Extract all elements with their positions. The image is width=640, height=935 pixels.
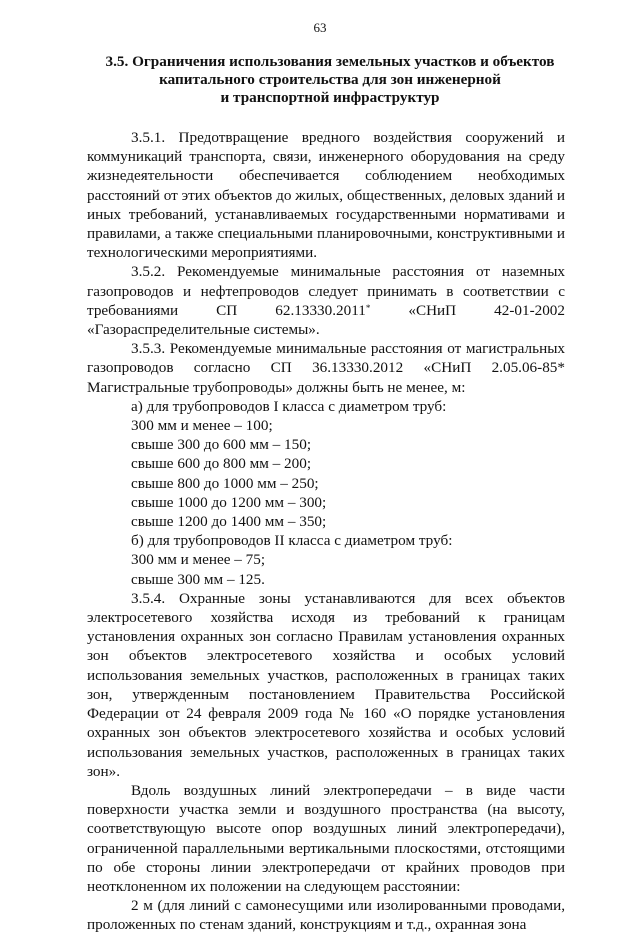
section-title-line: капитального строительства для зон инженерной: [159, 71, 501, 88]
list-item: свыше 1000 до 1200 мм – 300;: [131, 493, 327, 511]
list-item: свыше 300 до 600 мм – 150;: [131, 436, 312, 454]
paragraph-3-5-2-text: 3.5.2. Рекомендуемые минимальные расстояния от наземных газопроводов и нефтепроводов следует принимать в соответствии с требованиями СП 62.13330.2011: [87, 263, 565, 319]
list-item: свыше 300 мм – 125.: [131, 570, 265, 588]
section-title-line: 3.5. Ограничения использования земельных участков и объектов: [105, 53, 555, 70]
footnote-marker: *: [365, 302, 371, 313]
section-title: [95, 53, 565, 107]
list-item: а) для трубопроводов I класса с диаметром труб:: [131, 397, 447, 415]
list-item: б) для трубопроводов II класса с диаметром труб:: [131, 532, 453, 550]
class-one-distance-list: [87, 397, 565, 531]
paragraph-3-5-3: 3.5.3. Рекомендуемые минимальные расстояния от магистральных газопроводов согласно СП 36.13330.2012 «СНиП 2.05.06-85* Магистральные трубопроводы» должны быть не менее, м:: [87, 340, 565, 396]
paragraph-3-5-2: [87, 262, 565, 339]
paragraph-2m-zone: 2 м (для линий с самонесущими или изолированными проводами, проложенных по стенам зданий, конструкциям и т.д., охранная зона: [87, 897, 565, 934]
section-title-line: и транспортной инфраструктур: [220, 89, 440, 106]
page-number: 63: [313, 20, 327, 35]
list-item: 300 мм и менее – 75;: [131, 551, 266, 569]
document-body: [87, 128, 565, 935]
list-item: 300 мм и менее – 100;: [131, 417, 273, 435]
paragraph-overhead-lines: Вдоль воздушных линий электропередачи – в виде части поверхности участка земли и воздушного пространства (на высоту, соответствующую высоте опор воздушных линий электропередачи), ограниченной параллельными вертикальными плоскостями, отстоящими по обе стороны линии электропередачи от крайних проводов при неотклоненном их положении на следующем расстоянии:: [87, 781, 565, 895]
paragraph-3-5-2-text-end: «СНиП 42-01-2002 «Газораспределительные системы».: [87, 301, 565, 339]
list-item: свыше 1200 до 1400 мм – 350;: [131, 513, 327, 531]
paragraph-3-5-4: 3.5.4. Охранные зоны устанавливаются для всех объектов электросетевого хозяйства исходя из требований к границам установления охранных зон согласно Правилам установления охранных зон объектов электросетевого хозяйства и особых условий использования земельных участков, расположенных в границах таких зон, утвержденным постановлением Правительства Российской Федерации от 24 февраля 2009 года № 160 «О порядке установления охранных зон объектов электросетевого хозяйства и особых условий использования земельных участков, расположенных в границах таких зон».: [87, 589, 565, 780]
list-item: свыше 600 до 800 мм – 200;: [131, 455, 312, 473]
class-two-distance-list: [87, 531, 565, 589]
paragraph-3-5-1: 3.5.1. Предотвращение вредного воздействия сооружений и коммуникаций транспорта, связи, инженерного оборудования на среду жизнедеятельности обеспечивается соблюдением необходимых расстояний от этих объектов до жилых, общественных, деловых зданий и иных требований, устанавливаемых государственными нормативами и правилами, а также специальными планировочными, конструктивными и технологическими мероприятиями.: [87, 129, 565, 262]
list-item: свыше 800 до 1000 мм – 250;: [131, 474, 319, 492]
